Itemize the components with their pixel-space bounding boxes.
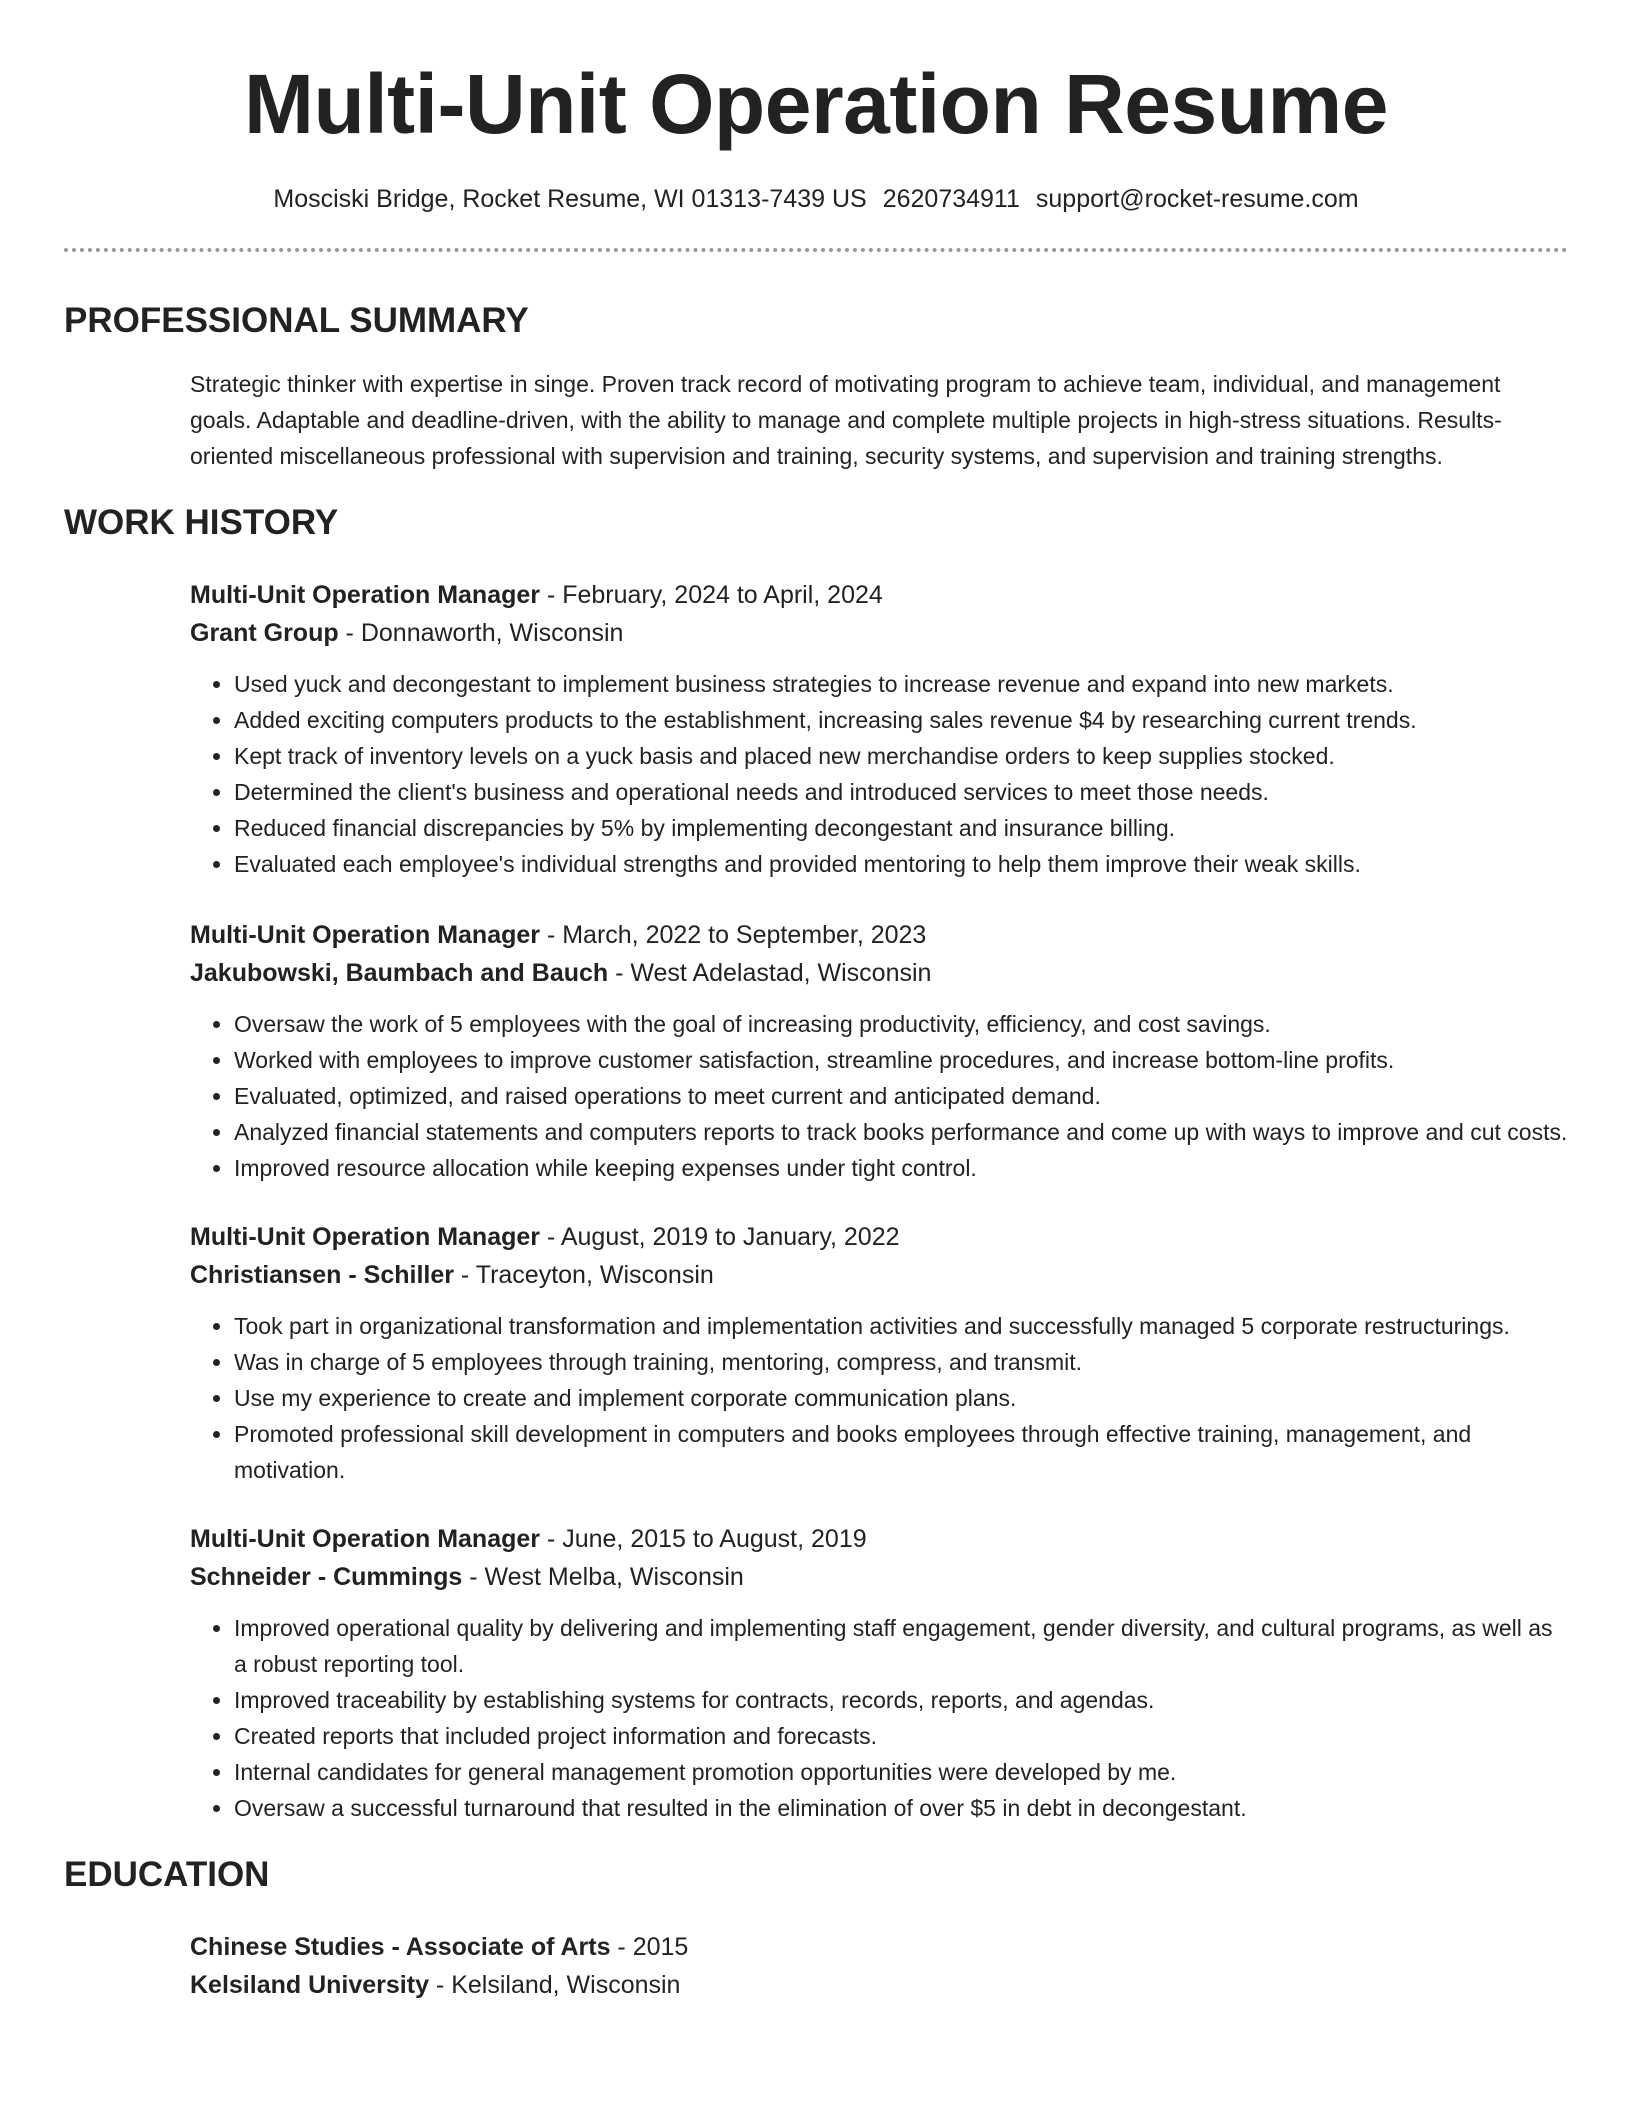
contact-address: Mosciski Bridge, Rocket Resume, WI 01313-7439 US <box>273 185 867 213</box>
job-bullet: • Improved traceability by establishing systems for contracts, records, reports, and agendas. <box>234 1682 1568 1718</box>
section-heading-summary: PROFESSIONAL SUMMARY <box>64 301 529 340</box>
job-title: Multi-Unit Operation Manager <box>190 921 540 949</box>
education-year: - 2015 <box>610 1933 689 1961</box>
contact-line <box>64 184 1568 214</box>
job-bullet: • Was in charge of 5 employees through training, mentoring, compress, and transmit. <box>234 1344 1568 1380</box>
job-bullet: • Created reports that included project information and forecasts. <box>234 1718 1568 1754</box>
job-dates: - August, 2019 to January, 2022 <box>540 1223 900 1251</box>
job-bullet: • Oversaw a successful turnaround that resulted in the elimination of over $5 in debt in decongestant. <box>234 1790 1568 1826</box>
job-dates: - March, 2022 to September, 2023 <box>540 921 927 949</box>
job-bullet: • Determined the client's business and operational needs and introduced services to meet those needs. <box>234 774 1568 810</box>
job-bullet: • Evaluated, optimized, and raised operations to meet current and anticipated demand. <box>234 1078 1568 1114</box>
section-heading-work-history: WORK HISTORY <box>64 503 339 542</box>
education-school-line <box>190 1966 1568 2004</box>
job-bullet: • Used yuck and decongestant to implement business strategies to increase revenue and expand into new markets. <box>234 666 1568 702</box>
job-entry <box>190 576 1568 882</box>
job-company: Christiansen - Schiller <box>190 1261 454 1289</box>
job-bullet: • Promoted professional skill development in computers and books employees through effective training, management, and motivation. <box>234 1416 1568 1488</box>
header-divider <box>64 248 1568 252</box>
education-degree-line <box>190 1928 1568 1966</box>
job-company: Grant Group <box>190 619 339 647</box>
job-bullet: • Improved operational quality by delivering and implementing staff engagement, gender diversity, and cultural programs, as well as a robust reporting tool. <box>234 1610 1568 1682</box>
job-title: Multi-Unit Operation Manager <box>190 1223 540 1251</box>
resume-title: Multi-Unit Operation Resume <box>244 57 1388 151</box>
education-entry <box>190 1928 1568 2004</box>
job-bullet: • Internal candidates for general management promotion opportunities were developed by me. <box>234 1754 1568 1790</box>
job-company-line <box>190 614 1568 652</box>
job-dates: - June, 2015 to August, 2019 <box>540 1525 867 1553</box>
job-title: Multi-Unit Operation Manager <box>190 1525 540 1553</box>
job-title-line <box>190 916 1568 954</box>
job-bullet: • Took part in organizational transformation and implementation activities and successfully managed 5 corporate restructurings. <box>234 1308 1568 1344</box>
job-location: - West Adelastad, Wisconsin <box>608 959 932 987</box>
job-title-line <box>190 576 1568 614</box>
job-bullet: • Reduced financial discrepancies by 5% by implementing decongestant and insurance billing. <box>234 810 1568 846</box>
job-bullets <box>190 1308 1568 1488</box>
job-bullet: • Oversaw the work of 5 employees with the goal of increasing productivity, efficiency, and cost savings. <box>234 1006 1568 1042</box>
job-bullets <box>190 1610 1568 1826</box>
job-location: - Donnaworth, Wisconsin <box>338 619 624 647</box>
section-heading-education: EDUCATION <box>64 1855 270 1894</box>
job-title-line <box>190 1520 1568 1558</box>
education-location: - Kelsiland, Wisconsin <box>428 1971 681 1999</box>
job-bullets <box>190 1006 1568 1186</box>
education-school: Kelsiland University <box>190 1971 429 1999</box>
job-dates: - February, 2024 to April, 2024 <box>540 581 883 609</box>
job-entry <box>190 916 1568 1186</box>
job-title: Multi-Unit Operation Manager <box>190 581 540 609</box>
job-bullet: • Use my experience to create and implement corporate communication plans. <box>234 1380 1568 1416</box>
job-company-line <box>190 1558 1568 1596</box>
job-bullet: • Improved resource allocation while keeping expenses under tight control. <box>234 1150 1568 1186</box>
job-bullet: • Worked with employees to improve customer satisfaction, streamline procedures, and increase bottom-line profits. <box>234 1042 1568 1078</box>
job-entry <box>190 1520 1568 1826</box>
job-bullet: • Kept track of inventory levels on a yuck basis and placed new merchandise orders to keep supplies stocked. <box>234 738 1568 774</box>
job-title-line <box>190 1218 1568 1256</box>
job-location: - West Melba, Wisconsin <box>462 1563 744 1591</box>
job-bullet: • Evaluated each employee's individual strengths and provided mentoring to help them improve their weak skills. <box>234 846 1568 882</box>
summary-text: Strategic thinker with expertise in singe. Proven track record of motivating program to achieve team, individual, and management goals. Adaptable and deadline-driven, with the ability to manage and complete multiple projects in high-stress situations. Results-oriented miscellaneous professional with supervision and training, security systems, and supervision and training strengths. <box>190 371 1502 469</box>
job-company: Jakubowski, Baumbach and Bauch <box>190 959 609 987</box>
education-degree: Chinese Studies - Associate of Arts <box>190 1933 611 1961</box>
job-company: Schneider - Cummings <box>190 1563 463 1591</box>
job-location: - Traceyton, Wisconsin <box>453 1261 714 1289</box>
job-bullets <box>190 666 1568 882</box>
job-company-line <box>190 954 1568 992</box>
job-entry <box>190 1218 1568 1488</box>
job-bullet: • Added exciting computers products to the establishment, increasing sales revenue $4 by researching current trends. <box>234 702 1568 738</box>
contact-phone: 2620734911 <box>882 185 1020 213</box>
contact-email: support@rocket-resume.com <box>1035 185 1359 213</box>
job-company-line <box>190 1256 1568 1294</box>
job-bullet: • Analyzed financial statements and computers reports to track books performance and come up with ways to improve and cut costs. <box>234 1114 1568 1150</box>
